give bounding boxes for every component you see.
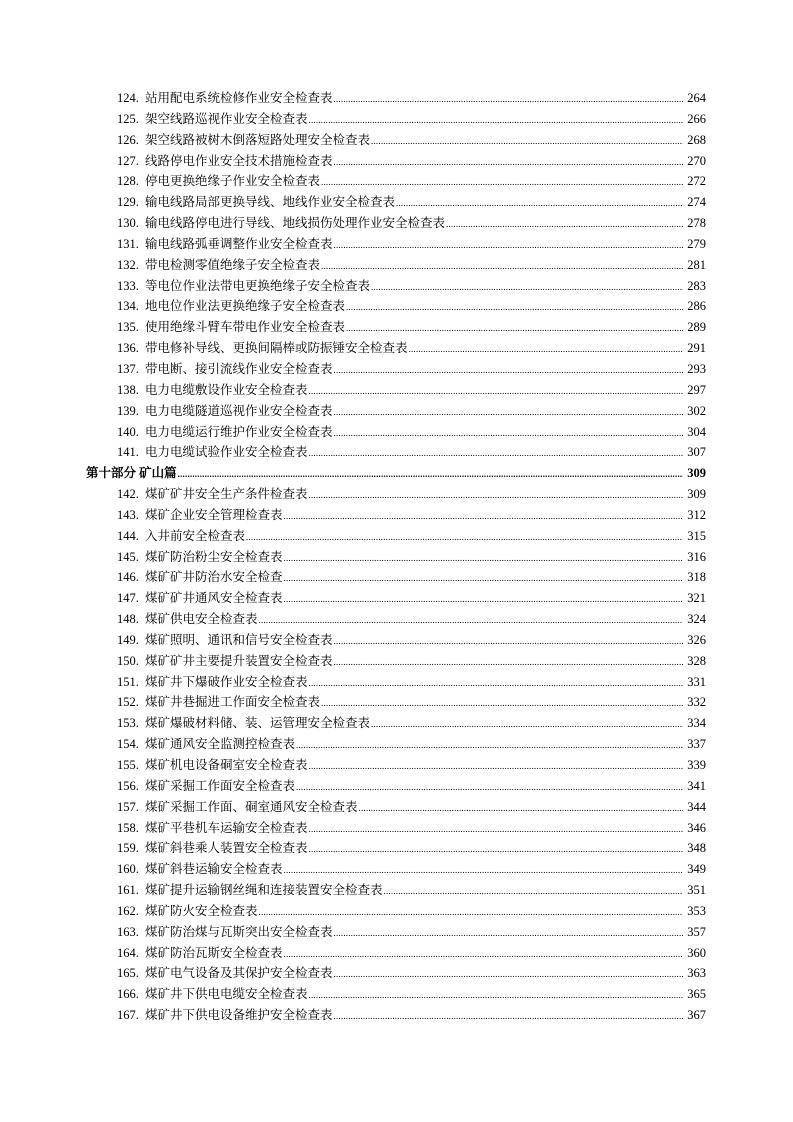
toc-entry-page-number: 304 (687, 424, 706, 439)
toc-entry-page-number: 289 (687, 320, 706, 335)
toc-entry-number: 129. (117, 195, 139, 210)
toc-entry-page-number: 360 (687, 945, 706, 960)
dot-leader (284, 588, 683, 608)
toc-entry-title: 电力电缆敷设作业安全检查表 (145, 382, 308, 397)
dot-leader (178, 463, 683, 483)
dot-leader (334, 401, 683, 421)
toc-entry-page-number: 293 (687, 361, 706, 376)
toc-entry-number: 163. (117, 924, 139, 939)
toc-entry-title: 地电位作业法更换绝缘子安全检查表 (145, 299, 346, 314)
toc-entry-number: 124. (117, 91, 139, 105)
toc-entry[interactable] (0, 734, 793, 755)
toc-entry-title: 煤矿平巷机车运输安全检查表 (145, 820, 308, 835)
toc-entry-page-number: 302 (687, 403, 706, 418)
toc-entry-number: 150. (117, 653, 139, 668)
toc-entry-title: 输电线路局部更换导线、地线作业安全检查表 (145, 195, 396, 210)
toc-entry-title: 煤矿井下供电电缆安全检查表 (145, 987, 308, 1002)
toc-entry-number: 154. (117, 737, 139, 752)
toc-entry-title: 输电线路弧垂调整作业安全检查表 (145, 236, 333, 251)
toc-entry-number: 166. (117, 987, 139, 1002)
toc-entry-page-number: 337 (687, 737, 706, 752)
toc-entry-title: 煤矿井下供电设备维护安全检查表 (145, 1008, 333, 1023)
toc-entry-number: 164. (117, 945, 139, 960)
toc-entry-title: 架空线路巡视作业安全检查表 (145, 111, 308, 126)
toc-entry-page-number: 348 (687, 841, 706, 856)
toc-entry-title: 带电断、接引流线作业安全检查表 (145, 361, 333, 376)
dot-leader (296, 776, 683, 796)
toc-entry-title: 煤矿采掘工作面安全检查表 (145, 778, 296, 793)
toc-entry-page-number: 286 (687, 299, 706, 314)
toc-entry-page-number: 309 (687, 466, 706, 481)
dot-leader (284, 943, 683, 963)
toc-entry-title: 使用绝缘斗臂车带电作业安全检查表 (145, 320, 346, 335)
toc-entry-title: 煤矿防治煤与瓦斯突出安全检查表 (145, 924, 333, 939)
toc-entry[interactable] (0, 818, 793, 839)
toc-entry[interactable] (0, 547, 793, 568)
toc-entry[interactable] (0, 338, 793, 359)
toc-entry[interactable] (0, 276, 793, 297)
toc-entry-page-number: 331 (687, 674, 706, 689)
dot-leader (284, 505, 683, 525)
toc-entry[interactable] (0, 651, 793, 672)
toc-entry-title: 煤矿供电安全检查表 (145, 612, 258, 627)
toc-entry[interactable] (0, 880, 793, 901)
dot-leader (296, 734, 683, 754)
table-of-contents (0, 88, 793, 1026)
toc-entry[interactable] (0, 943, 793, 964)
toc-entry-title: 架空线路被树木倒落短路处理安全检查表 (145, 132, 371, 147)
toc-entry-number: 135. (117, 320, 139, 335)
toc-entry-title: 煤矿防治粉尘安全检查表 (145, 549, 283, 564)
toc-entry-title: 煤矿矿井通风安全检查表 (145, 591, 283, 606)
toc-entry-title: 停电更换绝缘子作业安全检查表 (145, 174, 321, 189)
toc-entry-number: 157. (117, 799, 139, 814)
toc-entry[interactable] (0, 422, 793, 443)
toc-entry-title: 站用配电系统检修作业安全检查表 (145, 91, 333, 105)
dot-leader (371, 713, 683, 733)
toc-entry-page-number: 334 (687, 716, 706, 731)
toc-entry[interactable] (0, 797, 793, 818)
toc-entry-number: 132. (117, 257, 139, 272)
dot-leader (309, 109, 683, 129)
dot-leader (446, 213, 683, 233)
toc-entry[interactable] (0, 922, 793, 943)
dot-leader (309, 984, 683, 1004)
toc-entry-page-number: 297 (687, 382, 706, 397)
toc-entry-number: 161. (117, 883, 139, 898)
toc-entry[interactable] (0, 109, 793, 130)
toc-entry[interactable] (0, 296, 793, 317)
dot-leader (309, 484, 683, 504)
toc-entry-number: 162. (117, 903, 139, 918)
toc-entry[interactable] (0, 692, 793, 713)
dot-leader (321, 255, 683, 275)
toc-entry-number: 152. (117, 695, 139, 710)
toc-entry-page-number: 281 (687, 257, 706, 272)
toc-entry-number: 136. (117, 341, 139, 356)
toc-entry-number: 139. (117, 403, 139, 418)
toc-entry-title: 煤矿防火安全检查表 (145, 903, 258, 918)
toc-entry-number: 140. (117, 424, 139, 439)
toc-entry-page-number: 365 (687, 987, 706, 1002)
toc-entry[interactable] (0, 442, 793, 463)
toc-entry[interactable] (0, 526, 793, 547)
toc-entry-number: 156. (117, 778, 139, 793)
toc-entry-page-number: 357 (687, 924, 706, 939)
toc-entry-page-number: 353 (687, 903, 706, 918)
dot-leader (259, 901, 683, 921)
dot-leader (334, 88, 683, 108)
dot-leader (284, 859, 683, 879)
toc-entry[interactable] (0, 901, 793, 922)
dot-leader (334, 359, 683, 379)
toc-entry[interactable] (0, 1005, 793, 1026)
toc-entry-title: 煤矿机电设备硐室安全检查表 (145, 758, 308, 772)
toc-entry-page-number: 264 (687, 91, 706, 105)
toc-entry[interactable] (0, 130, 793, 151)
toc-entry[interactable] (0, 505, 793, 526)
toc-entry-title: 电力电缆运行维护作业安全检查表 (145, 424, 333, 439)
toc-entry[interactable] (0, 484, 793, 505)
toc-entry-number: 126. (117, 132, 139, 147)
dot-leader (334, 1005, 683, 1025)
toc-entry[interactable] (0, 317, 793, 338)
toc-entry[interactable] (0, 755, 793, 776)
toc-entry-title: 煤矿防治瓦斯安全检查表 (145, 945, 283, 960)
toc-entry-page-number: 279 (687, 236, 706, 251)
toc-entry[interactable] (0, 609, 793, 630)
toc-entry-number: 155. (117, 758, 139, 772)
toc-entry-number: 151. (117, 674, 139, 689)
toc-entry-number: 137. (117, 361, 139, 376)
toc-entry-title: 电力电缆隧道巡视作业安全检查表 (145, 403, 333, 418)
dot-leader (309, 755, 683, 775)
toc-entry-number: 146. (117, 570, 139, 585)
toc-entry-title: 煤矿矿井防治水安全检查 (145, 570, 283, 585)
toc-entry-number: 149. (117, 632, 139, 647)
toc-entry-page-number: 349 (687, 862, 706, 877)
toc-entry-title: 煤矿矿井安全生产条件检查表 (145, 487, 308, 502)
toc-entry[interactable] (0, 713, 793, 734)
toc-entry[interactable] (0, 630, 793, 651)
toc-entry-title: 电力电缆试验作业安全检查表 (145, 445, 308, 460)
dot-leader (409, 338, 683, 358)
dot-leader (346, 296, 683, 316)
toc-entry-number: 158. (117, 820, 139, 835)
toc-entry-title: 煤矿企业安全管理检查表 (145, 507, 283, 522)
toc-entry[interactable] (0, 588, 793, 609)
dot-leader (334, 234, 683, 254)
toc-entry-number: 145. (117, 549, 139, 564)
toc-entry-title: 煤矿斜巷乘人装置安全检查表 (145, 841, 308, 856)
toc-entry-number: 143. (117, 507, 139, 522)
toc-entry-title: 煤矿井巷掘进工作面安全检查表 (145, 695, 321, 710)
toc-entry-number: 125. (117, 111, 139, 126)
toc-entry-number: 142. (117, 487, 139, 502)
toc-entry-number: 148. (117, 612, 139, 627)
dot-leader (334, 422, 683, 442)
toc-entry[interactable] (0, 192, 793, 213)
toc-part-heading[interactable] (0, 463, 793, 484)
toc-entry[interactable] (0, 401, 793, 422)
dot-leader (309, 672, 683, 692)
toc-entry-page-number: 315 (687, 528, 706, 543)
toc-entry-page-number: 363 (687, 966, 706, 981)
toc-entry-page-number: 344 (687, 799, 706, 814)
toc-entry-title: 等电位作业法带电更换绝缘子安全检查表 (145, 278, 371, 293)
toc-entry-number: 165. (117, 966, 139, 981)
dot-leader (334, 963, 683, 983)
toc-entry-title: 煤矿采掘工作面、硐室通风安全检查表 (145, 799, 358, 814)
toc-entry[interactable] (0, 88, 793, 109)
toc-entry-page-number: 318 (687, 570, 706, 585)
toc-entry-number: 159. (117, 841, 139, 856)
toc-entry-number: 127. (117, 153, 139, 168)
toc-entry[interactable] (0, 171, 793, 192)
toc-entry[interactable] (0, 859, 793, 880)
toc-entry-number: 144. (117, 528, 139, 543)
toc-entry[interactable] (0, 234, 793, 255)
toc-entry[interactable] (0, 567, 793, 588)
dot-leader (309, 838, 683, 858)
dot-leader (359, 797, 683, 817)
toc-entry-page-number: 367 (687, 1008, 706, 1023)
toc-entry-title: 煤矿爆破材料储、装、运管理安全检查表 (145, 716, 371, 731)
toc-entry-page-number: 312 (687, 507, 706, 522)
dot-leader (309, 818, 683, 838)
dot-leader (259, 609, 683, 629)
toc-entry-number: 147. (117, 591, 139, 606)
toc-entry-title: 带电修补导线、更换间隔棒或防振锤安全检查表 (145, 341, 408, 356)
toc-entry-page-number: 283 (687, 278, 706, 293)
toc-entry[interactable] (0, 213, 793, 234)
toc-entry-page-number: 351 (687, 883, 706, 898)
toc-entry-page-number: 291 (687, 341, 706, 356)
toc-entry-title: 煤矿矿井主要提升装置安全检查表 (145, 653, 333, 668)
dot-leader (384, 880, 683, 900)
toc-entry-page-number: 272 (687, 174, 706, 189)
toc-entry[interactable] (0, 963, 793, 984)
dot-leader (309, 442, 683, 462)
dot-leader (309, 380, 683, 400)
toc-entry-page-number: 332 (687, 695, 706, 710)
toc-entry-page-number: 309 (687, 487, 706, 502)
dot-leader (246, 526, 683, 546)
toc-entry-page-number: 321 (687, 591, 706, 606)
dot-leader (321, 171, 683, 191)
dot-leader (371, 130, 683, 150)
dot-leader (334, 651, 683, 671)
toc-entry-page-number: 268 (687, 132, 706, 147)
toc-entry-number: 141. (117, 445, 139, 460)
toc-entry-title: 线路停电作业安全技术措施检查表 (145, 153, 333, 168)
toc-entry-title: 煤矿井下爆破作业安全检查表 (145, 674, 308, 689)
toc-entry[interactable] (0, 838, 793, 859)
toc-entry-page-number: 316 (687, 549, 706, 564)
toc-entry-number: 133. (117, 278, 139, 293)
toc-entry-title: 煤矿斜巷运输安全检查表 (145, 862, 283, 877)
toc-entry-page-number: 346 (687, 820, 706, 835)
toc-entry[interactable] (0, 776, 793, 797)
toc-entry-page-number: 307 (687, 445, 706, 460)
toc-entry-page-number: 339 (687, 758, 706, 772)
toc-entry[interactable] (0, 359, 793, 380)
toc-entry-page-number: 324 (687, 612, 706, 627)
toc-entry-number: 160. (117, 862, 139, 877)
dot-leader (284, 547, 683, 567)
toc-entry-title: 煤矿通风安全监测控检查表 (145, 737, 296, 752)
toc-entry-number: 128. (117, 174, 139, 189)
toc-entry-title: 煤矿照明、通讯和信号安全检查表 (145, 632, 333, 647)
dot-leader (371, 276, 683, 296)
toc-entry-page-number: 328 (687, 653, 706, 668)
dot-leader (334, 151, 683, 171)
toc-entry-number: 130. (117, 216, 139, 231)
toc-entry-page-number: 274 (687, 195, 706, 210)
toc-entry-number: 131. (117, 236, 139, 251)
toc-entry-title: 带电检测零值绝缘子安全检查表 (145, 257, 321, 272)
dot-leader (334, 630, 683, 650)
toc-entry-title: 第十部分 矿山篇 (86, 466, 177, 481)
toc-entry-title: 入井前安全检查表 (145, 528, 246, 543)
toc-entry-title: 输电线路停电进行导线、地线损伤处理作业安全检查表 (145, 216, 446, 231)
dot-leader (321, 692, 683, 712)
toc-entry-number: 167. (117, 1008, 139, 1023)
dot-leader (334, 922, 683, 942)
toc-entry-page-number: 326 (687, 632, 706, 647)
toc-entry-page-number: 278 (687, 216, 706, 231)
dot-leader (396, 192, 683, 212)
toc-entry[interactable] (0, 380, 793, 401)
toc-entry-title: 煤矿提升运输钢丝绳和连接装置安全检查表 (145, 883, 383, 898)
toc-entry-number: 138. (117, 382, 139, 397)
toc-entry-page-number: 266 (687, 111, 706, 126)
toc-entry[interactable] (0, 151, 793, 172)
toc-entry-page-number: 270 (687, 153, 706, 168)
toc-entry[interactable] (0, 984, 793, 1005)
dot-leader (284, 567, 683, 587)
toc-entry-number: 153. (117, 716, 139, 731)
dot-leader (346, 317, 683, 337)
toc-entry-page-number: 341 (687, 778, 706, 793)
toc-entry[interactable] (0, 672, 793, 693)
toc-entry-title: 煤矿电气设备及其保护安全检查表 (145, 966, 333, 981)
toc-entry[interactable] (0, 255, 793, 276)
toc-entry-number: 134. (117, 299, 139, 314)
